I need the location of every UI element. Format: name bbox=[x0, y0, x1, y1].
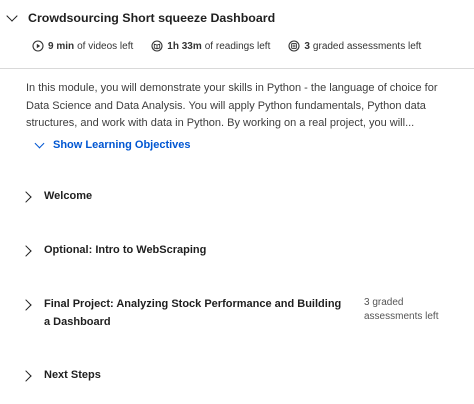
lesson-title: Final Project: Analyzing Stock Performance and Building a Dashboard bbox=[44, 298, 342, 328]
chevron-right-icon bbox=[20, 299, 31, 310]
lesson-next-steps[interactable] bbox=[22, 367, 101, 385]
lesson-assessments-left: 3 graded assessments left bbox=[364, 297, 439, 322]
chevron-right-icon bbox=[20, 370, 31, 381]
assessment-icon bbox=[288, 40, 300, 52]
assessments-left-value: 3 bbox=[304, 40, 310, 52]
module-description: In this module, you will demonstrate your skills in Python - the language of choice for Data Science and Data Analysis. You will apply Python fundamentals, Python data structures, and work with data in Python. By working on a real project, you will... bbox=[26, 82, 438, 129]
chevron-down-icon bbox=[6, 10, 17, 21]
chevron-down-icon bbox=[35, 138, 45, 148]
module-meta bbox=[32, 40, 439, 52]
videos-left-value: 9 min bbox=[48, 40, 75, 52]
readings-left-suffix: of readings left bbox=[204, 40, 271, 52]
readings-left bbox=[151, 40, 270, 52]
lesson-intro-to-webscraping[interactable] bbox=[22, 242, 206, 260]
readings-left-value: 1h 33m bbox=[167, 40, 202, 52]
chevron-right-icon bbox=[20, 245, 31, 256]
lesson-welcome[interactable] bbox=[22, 188, 92, 206]
videos-left-suffix: of videos left bbox=[77, 40, 134, 52]
lesson-final-project[interactable] bbox=[22, 296, 344, 331]
lesson-title: Optional: Intro to WebScraping bbox=[44, 244, 207, 256]
play-circle-icon bbox=[32, 40, 44, 52]
show-learning-objectives-button[interactable] bbox=[36, 139, 191, 151]
module-header[interactable] bbox=[0, 0, 474, 69]
assessments-left-suffix: graded assessments left bbox=[312, 40, 422, 52]
module-header-toggle[interactable] bbox=[8, 9, 275, 27]
lesson-title: Next Steps bbox=[44, 369, 101, 381]
module-title: Crowdsourcing Short squeeze Dashboard bbox=[28, 11, 276, 25]
videos-left bbox=[32, 40, 133, 52]
book-icon bbox=[151, 40, 163, 52]
chevron-right-icon bbox=[20, 191, 31, 202]
lesson-title: Welcome bbox=[44, 190, 93, 202]
assessments-left bbox=[288, 40, 421, 52]
show-learning-objectives-label: Show Learning Objectives bbox=[53, 139, 191, 151]
